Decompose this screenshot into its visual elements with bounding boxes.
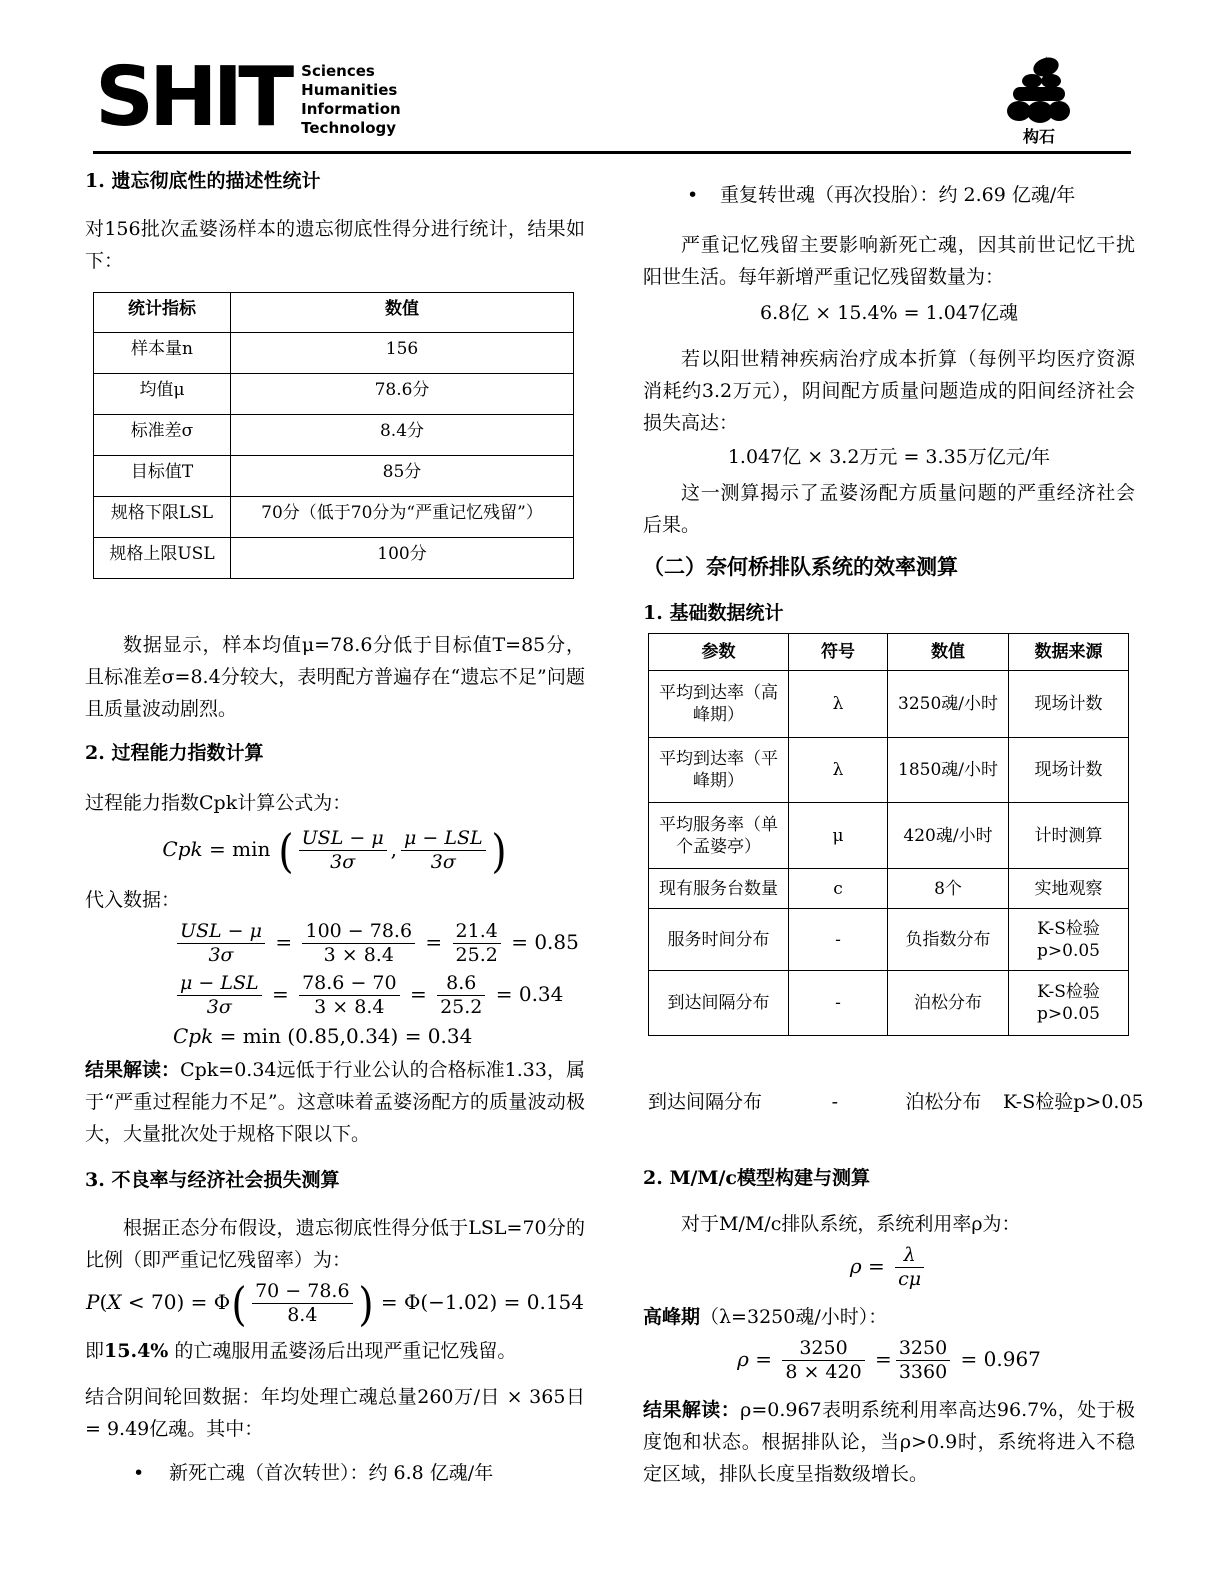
- overflow-cell: K-S检验p>0.05: [1003, 1091, 1144, 1113]
- table-cell: 规格上限USL: [94, 538, 231, 579]
- table-cell: 8个: [888, 869, 1009, 909]
- paragraph-peak: 高峰期（λ=3250魂/小时）：: [643, 1306, 888, 1328]
- table-row: [94, 456, 574, 497]
- table-row: [94, 497, 574, 538]
- paragraph-cpk-interpretation: 结果解读：Cpk=0.34远低于行业公认的合格标准1.33，属于“严重过程能力不足”。这意味着孟婆汤配方的质量波动极大，大量批次处于规格下限以下。: [85, 1059, 585, 1145]
- journal-word: Information: [301, 100, 401, 118]
- overflow-cell: -: [831, 1091, 839, 1113]
- heading-mmc-model: 2. M/M/c模型构建与测算: [643, 1167, 870, 1189]
- table-cell: 现有服务台数量: [649, 869, 789, 909]
- header-divider: [93, 151, 1131, 154]
- table-row: [649, 803, 1129, 869]
- heading-section-two: （二）奈何桥排队系统的效率测算: [643, 554, 958, 579]
- table-cell: 标准差σ: [94, 415, 231, 456]
- heading-descriptive-stats: 1. 遗忘彻底性的描述性统计: [85, 170, 321, 192]
- table-cell: 3250魂/小时: [888, 671, 1009, 738]
- table-cell: 到达间隔分布: [649, 971, 789, 1036]
- table-cell: 现场计数: [1009, 738, 1129, 803]
- table-cell: 样本量n: [94, 333, 231, 374]
- table-row: [94, 333, 574, 374]
- table-cell: 目标值T: [94, 456, 231, 497]
- table-header-cell: 统计指标: [94, 293, 231, 333]
- table-cell: 泊松分布: [888, 971, 1009, 1036]
- stone-pile-icon: [1000, 54, 1078, 124]
- table-cell: -: [789, 909, 888, 971]
- table-cell: 1850魂/小时: [888, 738, 1009, 803]
- interpretation-label: 结果解读：: [85, 1059, 181, 1081]
- paragraph-substitute: 代入数据：: [85, 889, 181, 911]
- table-header-cell: 数值: [888, 634, 1009, 671]
- formula-probability: P(X < 70) = Φ( $\frac{70 - 78.6}{8.4}$ ) = Φ(−1.02) = 0.154: [85, 1276, 584, 1331]
- journal-logo-words: [301, 58, 401, 138]
- list-item-text: 新死亡魂（首次转世）：约 6.8 亿魂/年: [169, 1462, 494, 1484]
- journal-word: Technology: [301, 119, 397, 137]
- table-cell: 平均到达率（高峰期）: [649, 671, 789, 738]
- table-header-cell: 数据来源: [1009, 634, 1129, 671]
- heading-loss: 3. 不良率与经济社会损失测算: [85, 1169, 340, 1191]
- table-cell: 实地观察: [1009, 869, 1129, 909]
- table-cell: -: [789, 971, 888, 1036]
- queue-parameters-table: [648, 633, 1129, 1036]
- overflow-cell: 泊松分布: [905, 1091, 982, 1113]
- table-cell: μ: [789, 803, 888, 869]
- formula-cpk-result: Cpk = min (0.85,0.34) = 0.34: [173, 1024, 473, 1048]
- formula-cpk-definition: Cpk = min ( $\frac{\text{USL − μ}}{3\sigma}$ , $\frac{\text{μ − LSL}}{3\sigma}$ ): [162, 823, 507, 878]
- table-row: [94, 374, 574, 415]
- left-column: [85, 165, 585, 1489]
- interpretation-label: 结果解读：: [643, 1399, 741, 1421]
- formula-rho-definition: ρ = $\frac{\lambda}{c\mu}$: [643, 1244, 1135, 1291]
- table-row: [649, 909, 1129, 971]
- paragraph-rate: 即15.4% 的亡魂服用孟婆汤后出现严重记忆残留。: [85, 1340, 517, 1362]
- table-header-cell: 数值: [231, 293, 574, 333]
- publisher-label: 构石: [1022, 127, 1055, 146]
- table-header-cell: 符号: [789, 634, 888, 671]
- table-header-row: [649, 634, 1129, 671]
- overflow-cell: 到达间隔分布: [648, 1091, 763, 1113]
- table-cell: λ: [789, 671, 888, 738]
- table-cell: 420魂/小时: [888, 803, 1009, 869]
- paragraph-data-summary: 数据显示，样本均值μ=78.6分低于目标值T=85分，且标准差σ=8.4分较大，表明配方普遍存在“遗忘不足”问题且质量波动剧烈。: [85, 634, 585, 720]
- table-row: [94, 538, 574, 579]
- table-header-row: [94, 293, 574, 333]
- paragraph-mmc-intro: 对于M/M/c排队系统，系统利用率ρ为：: [681, 1213, 1021, 1235]
- formula-memory-count: 6.8亿 × 15.4% = 1.047亿魂: [760, 302, 1018, 324]
- journal-word: Sciences: [301, 62, 375, 80]
- bullet-icon: •: [687, 184, 699, 206]
- table-cell: K-S检验 p>0.05: [1009, 909, 1129, 971]
- publisher-logo: [997, 54, 1081, 145]
- table-row: [649, 671, 1129, 738]
- paragraph-cost: 若以阳世精神疾病治疗成本折算（每例平均医疗资源消耗约3.2万元），阴间配方质量问题造成的阳间经济社会损失高达：: [643, 348, 1135, 434]
- table-cell: 平均到达率（平峰期）: [649, 738, 789, 803]
- table-cell: 156: [231, 333, 574, 374]
- paragraph-rho-interpretation: 结果解读：ρ=0.967表明系统利用率高达96.7%，处于极度饱和状态。根据排队论，当ρ>0.9时，系统将进入不稳定区域，排队长度呈指数级增长。: [643, 1399, 1135, 1485]
- paragraph-intro: 对156批次孟婆汤样本的遗忘彻底性得分进行统计，结果如下：: [85, 218, 585, 272]
- bullet-icon: •: [133, 1462, 145, 1484]
- peak-label: 高峰期: [643, 1306, 701, 1328]
- table-cell: c: [789, 869, 888, 909]
- paragraph-reincarnation-data: 结合阴间轮回数据：年均处理亡魂总量260万/日 × 365日 = 9.49亿魂。其中：: [85, 1386, 585, 1440]
- table-cell: 70分（低于70分为“严重记忆残留”）: [231, 497, 574, 538]
- journal-logo-text: SHIT: [95, 50, 290, 145]
- table-cell: 100分: [231, 538, 574, 579]
- paragraph-conclusion: 这一测算揭示了孟婆汤配方质量问题的严重经济社会后果。: [643, 482, 1135, 536]
- formula-lsl: $\frac{\text{μ − LSL}}{3\sigma}$ = $\frac{78.6 - 70}{3 \times 8.4}$ = $\frac{8.6}{25.2}$ = 0.34: [173, 972, 579, 1019]
- list-item-repeat-souls: [643, 179, 1135, 211]
- formula-usl: $\frac{\text{USL − μ}}{3\sigma}$ = $\frac{100 - 78.6}{3 \times 8.4}$ = $\frac{21.4}{25.2}$ = 0.85: [173, 920, 579, 967]
- heading-basic-data: 1. 基础数据统计: [643, 602, 784, 624]
- journal-word: Humanities: [301, 81, 398, 99]
- table-cell: 均值μ: [94, 374, 231, 415]
- table-row: [649, 971, 1129, 1036]
- table-overflow-row: [643, 1086, 1144, 1118]
- table-cell: 78.6分: [231, 374, 574, 415]
- table-row: [649, 738, 1129, 803]
- journal-logo: [95, 50, 1131, 145]
- list-item-new-souls: [85, 1457, 585, 1489]
- heading-cpk: 2. 过程能力指数计算: [85, 742, 264, 764]
- table-cell: 8.4分: [231, 415, 574, 456]
- journal-header: [95, 50, 1131, 146]
- formula-economic-loss: 1.047亿 × 3.2万元 = 3.35万亿元/年: [727, 446, 1051, 468]
- list-item-text: 重复转世魂（再次投胎）：约 2.69 亿魂/年: [720, 184, 1076, 206]
- table-cell: 计时测算: [1009, 803, 1129, 869]
- paragraph-cpk-intro: 过程能力指数Cpk计算公式为：: [85, 792, 352, 814]
- table-row: [94, 415, 574, 456]
- table-cell: λ: [789, 738, 888, 803]
- table-cell: 规格下限LSL: [94, 497, 231, 538]
- paragraph-normal-assumption: 根据正态分布假设，遗忘彻底性得分低于LSL=70分的比例（即严重记忆残留率）为：: [85, 1217, 585, 1271]
- table-cell: 85分: [231, 456, 574, 497]
- table-cell: 平均服务率（单个孟婆亭）: [649, 803, 789, 869]
- table-cell: 服务时间分布: [649, 909, 789, 971]
- formula-block-cpk-calc: [173, 920, 579, 1048]
- table-cell: 现场计数: [1009, 671, 1129, 738]
- paragraph-memory-impact: 严重记忆残留主要影响新死亡魂，因其前世记忆干扰阳世生活。每年新增严重记忆残留数量为：: [643, 234, 1135, 288]
- stats-table: [93, 292, 574, 579]
- right-column: [643, 165, 1144, 1490]
- formula-rho-calc: ρ = $\frac{3250}{8 \times 420}$ = $\frac{3250}{3360}$ = 0.967: [737, 1337, 1041, 1383]
- table-row: [649, 869, 1129, 909]
- table-cell: 负指数分布: [888, 909, 1009, 971]
- table-header-cell: 参数: [649, 634, 789, 671]
- table-cell: K-S检验 p>0.05: [1009, 971, 1129, 1036]
